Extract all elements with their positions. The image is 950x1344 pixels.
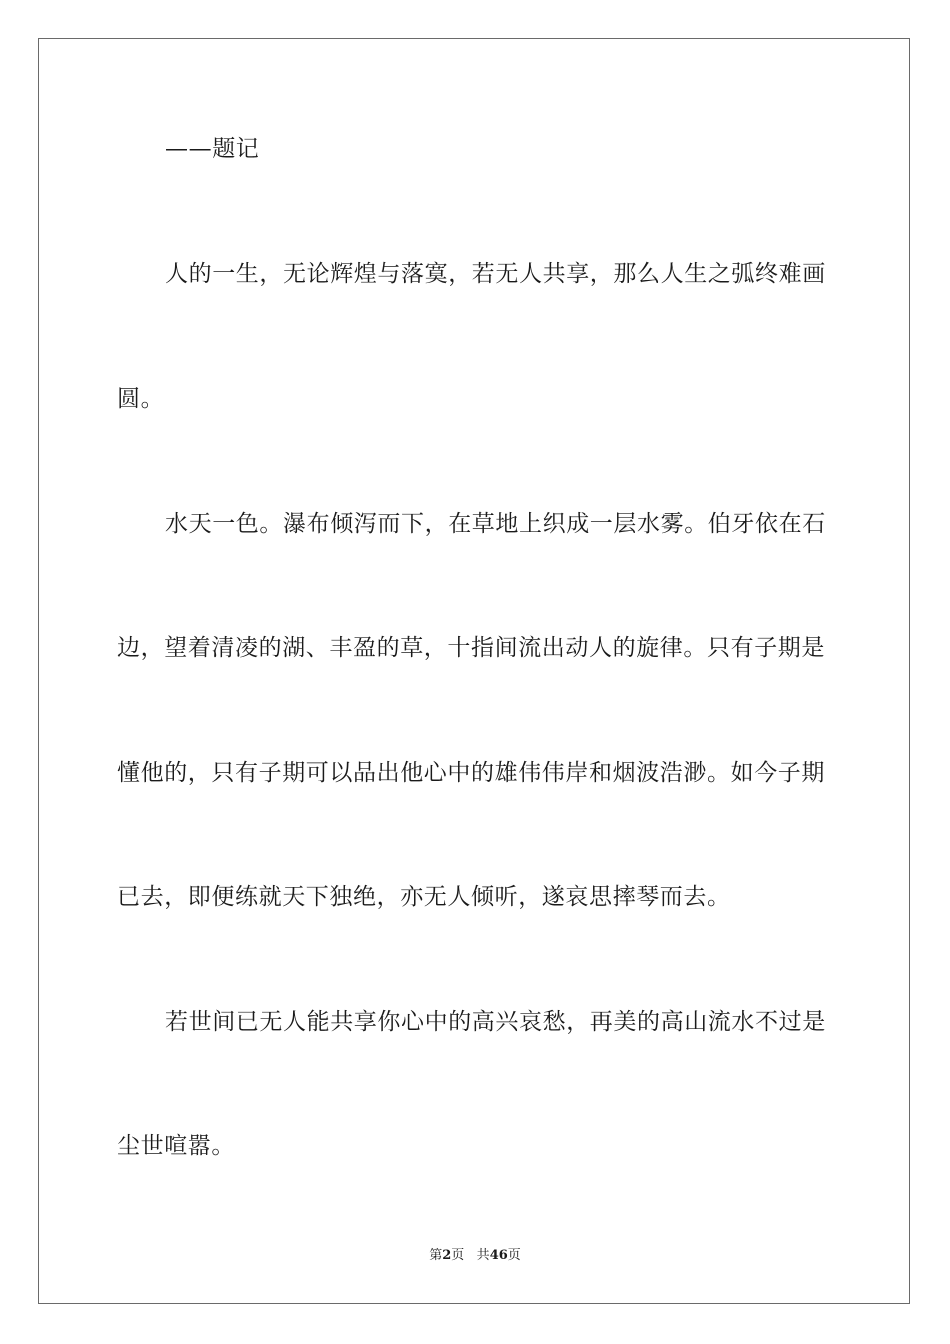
epigraph: ——题记 xyxy=(165,136,260,162)
footer-page-suffix: 页 xyxy=(451,1248,465,1263)
footer-total-prefix: 共 xyxy=(476,1248,490,1263)
paragraph-1-line-1: 人的一生，无论辉煌与落寞，若无人共享，那么人生之弧终难画 xyxy=(165,261,826,287)
paragraph-2-line-4: 已去，即便练就天下独绝，亦无人倾听，遂哀思摔琴而去。 xyxy=(117,884,731,910)
page-footer xyxy=(0,1247,950,1265)
paragraph-2-line-1: 水天一色。瀑布倾泻而下，在草地上织成一层水雾。伯牙依在石 xyxy=(165,511,826,537)
page-border xyxy=(38,38,910,1304)
footer-total-suffix: 页 xyxy=(507,1248,521,1263)
footer-page-prefix: 第 xyxy=(429,1248,443,1263)
paragraph-2-line-3: 懂他的，只有子期可以品出他心中的雄伟伟岸和烟波浩渺。如今子期 xyxy=(117,760,825,786)
paragraph-1-line-2: 圆。 xyxy=(117,386,165,412)
footer-page-number: 2 xyxy=(442,1248,452,1263)
paragraph-2-line-2: 边，望着清凌的湖、丰盈的草，十指间流出动人的旋律。只有子期是 xyxy=(117,635,825,661)
paragraph-3-line-1: 若世间已无人能共享你心中的高兴哀愁，再美的高山流水不过是 xyxy=(165,1009,826,1035)
paragraph-3-line-2: 尘世喧嚣。 xyxy=(117,1133,235,1159)
footer-total-pages: 46 xyxy=(489,1248,508,1263)
